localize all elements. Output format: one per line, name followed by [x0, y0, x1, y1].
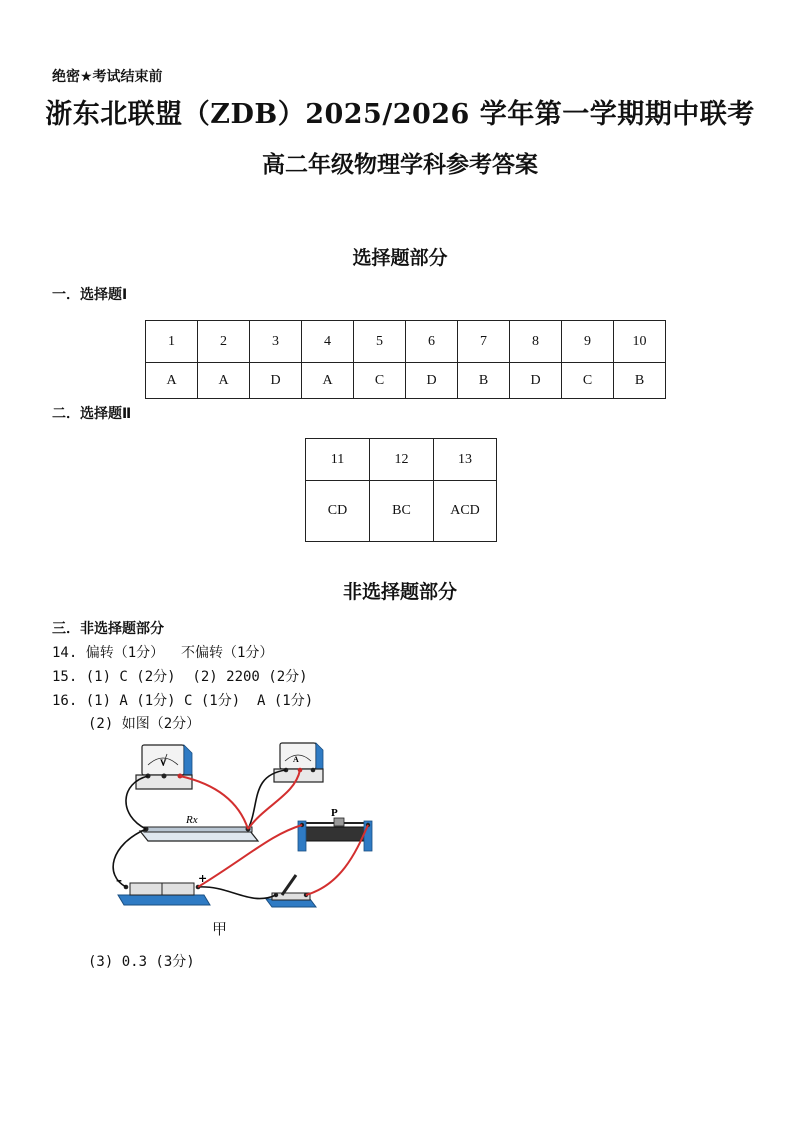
table1-answer: D — [250, 363, 302, 399]
battery-plus-label: + — [198, 872, 208, 885]
table1-number: 10 — [614, 321, 666, 363]
table1-number: 4 — [302, 321, 354, 363]
section2-label: 二．选择题Ⅱ — [52, 406, 132, 422]
nonchoice-part-heading: 非选择题部分 — [342, 581, 457, 603]
page-subtitle: 高二年级物理学科参考答案 — [262, 151, 538, 178]
table2-number: 13 — [434, 439, 497, 481]
voltmeter-label: V — [160, 758, 167, 768]
table1-number: 2 — [198, 321, 250, 363]
table1-answer-row — [146, 363, 666, 399]
switch — [266, 875, 316, 907]
answer-table-1 — [145, 320, 666, 399]
table1-number-row — [146, 321, 666, 363]
table1-number: 9 — [562, 321, 614, 363]
table1-number: 3 — [250, 321, 302, 363]
ammeter-label: A — [293, 755, 299, 764]
table1-number: 7 — [458, 321, 510, 363]
table1-answer: D — [510, 363, 562, 399]
answer-line-16-3: (3) 0.3 (3分) — [88, 954, 195, 970]
resistor-label: Rx — [186, 814, 198, 826]
table1-number: 6 — [406, 321, 458, 363]
answer-line-14: 14. 偏转（1分） 不偏转（1分） — [52, 645, 274, 661]
confidential-mark: 绝密★考试结束前 — [52, 69, 163, 85]
table2-number: 11 — [306, 439, 370, 481]
table1-number: 8 — [510, 321, 562, 363]
table2-number-row — [306, 439, 497, 481]
answer-table-2 — [305, 438, 497, 542]
table1-answer: D — [406, 363, 458, 399]
battery — [118, 883, 210, 905]
table2-answer: CD — [306, 481, 370, 542]
table1-answer: A — [302, 363, 354, 399]
resistor-rx — [140, 827, 258, 842]
answer-line-15: 15. (1) C (2分) (2) 2200 (2分) — [52, 669, 308, 685]
choice-part-heading: 选择题部分 — [352, 247, 448, 269]
rheostat — [298, 818, 372, 851]
section3-label: 三．非选择题部分 — [52, 621, 164, 637]
battery-minus-label: – — [116, 873, 122, 887]
figure-caption: 甲 — [212, 920, 228, 938]
table1-answer: A — [198, 363, 250, 399]
table1-answer: C — [562, 363, 614, 399]
table2-answer: BC — [370, 481, 434, 542]
table1-number: 1 — [146, 321, 198, 363]
table1-number: 5 — [354, 321, 406, 363]
table2-number: 12 — [370, 439, 434, 481]
table1-answer: B — [458, 363, 510, 399]
section1-label: 一．选择题Ⅰ — [52, 287, 128, 303]
answer-line-16: 16. (1) A (1分) C (1分) A (1分) — [52, 693, 314, 709]
table2-answer-row — [306, 481, 497, 542]
table2-answer: ACD — [434, 481, 497, 542]
slider-label: P — [331, 807, 338, 819]
table1-answer: C — [354, 363, 406, 399]
page-title: 浙东北联盟（ZDB）2025/2026 学年第一学期期中联考 — [45, 99, 755, 130]
table1-answer: A — [146, 363, 198, 399]
table1-answer: B — [614, 363, 666, 399]
answer-line-16-2: (2) 如图（2分） — [88, 716, 201, 732]
circuit-diagram — [100, 735, 400, 917]
